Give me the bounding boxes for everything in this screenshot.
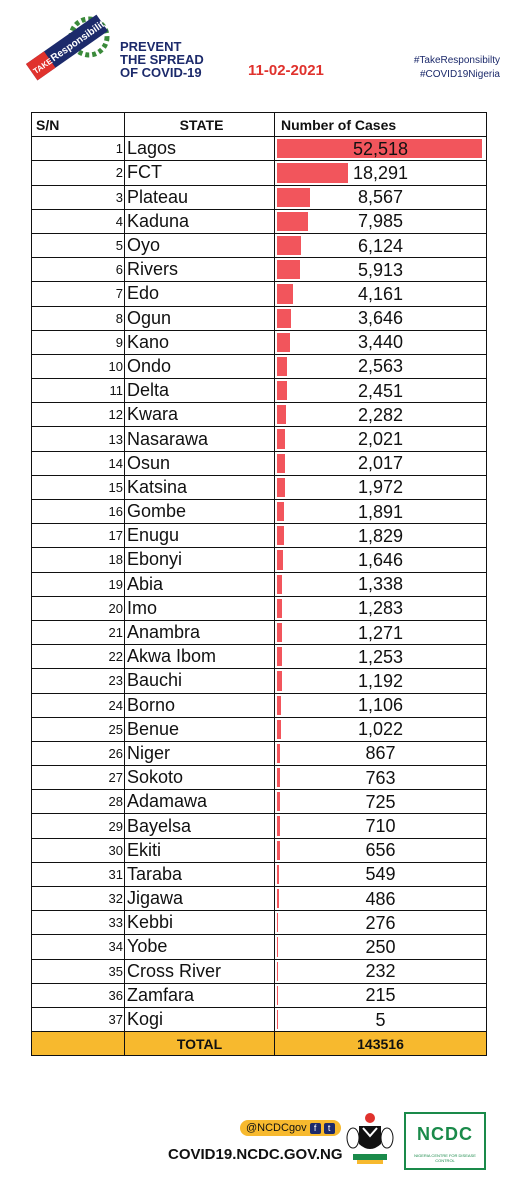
row-state: Kano — [125, 330, 275, 354]
row-sn: 6 — [32, 258, 125, 282]
row-sn: 8 — [32, 306, 125, 330]
row-sn: 25 — [32, 717, 125, 741]
row-cases-cell — [275, 766, 487, 790]
row-cases-cell — [275, 959, 487, 983]
row-state: Ekiti — [125, 838, 275, 862]
row-cases-value: 1,338 — [357, 574, 404, 595]
row-cases-value: 2,017 — [357, 453, 404, 474]
row-cases-cell — [275, 306, 487, 330]
hashtags — [414, 54, 500, 82]
state-cases-table — [31, 112, 487, 1056]
row-state: Zamfara — [125, 983, 275, 1007]
row-cases-cell — [275, 548, 487, 572]
ncdc-name: NCDC — [417, 1124, 473, 1144]
row-cases-cell — [275, 911, 487, 935]
row-state: Kwara — [125, 403, 275, 427]
row-cases-value: 4,161 — [357, 283, 404, 304]
row-state: Plateau — [125, 185, 275, 209]
table-row — [32, 161, 487, 185]
row-cases-value: 8,567 — [357, 187, 404, 208]
table-row — [32, 862, 487, 886]
badge-take-text: TAKE — [31, 56, 55, 76]
row-sn: 4 — [32, 209, 125, 233]
row-cases-value: 1,106 — [357, 695, 404, 716]
table-row — [32, 209, 487, 233]
row-state: Cross River — [125, 959, 275, 983]
row-cases-cell — [275, 354, 487, 378]
table-row — [32, 959, 487, 983]
table-row — [32, 814, 487, 838]
facebook-icon[interactable]: f — [310, 1123, 321, 1134]
row-cases-cell — [275, 451, 487, 475]
row-cases-cell — [275, 741, 487, 765]
row-cases-value: 5,913 — [357, 259, 404, 280]
row-cases-value: 215 — [365, 985, 396, 1006]
row-state: Kogi — [125, 1007, 275, 1031]
total-empty-cell — [32, 1032, 125, 1056]
row-cases-value: 549 — [365, 864, 396, 885]
row-state: Niger — [125, 741, 275, 765]
row-cases-value: 7,985 — [357, 211, 404, 232]
row-cases-cell — [275, 500, 487, 524]
row-cases-cell — [275, 814, 487, 838]
row-state: Ogun — [125, 306, 275, 330]
row-cases-cell — [275, 330, 487, 354]
row-cases-cell — [275, 645, 487, 669]
row-state: Osun — [125, 451, 275, 475]
row-sn: 31 — [32, 862, 125, 886]
row-sn: 26 — [32, 741, 125, 765]
handle-text: @NCDCgov — [246, 1122, 307, 1134]
row-cases-value: 1,829 — [357, 525, 404, 546]
row-cases-value: 3,440 — [357, 332, 404, 353]
row-sn: 23 — [32, 669, 125, 693]
row-state: Katsina — [125, 475, 275, 499]
row-cases-value: 250 — [365, 936, 396, 957]
row-state: Rivers — [125, 258, 275, 282]
row-cases-cell — [275, 185, 487, 209]
row-cases-value: 2,282 — [357, 404, 404, 425]
table-row — [32, 185, 487, 209]
hashtag: #TakeResponsibilty — [413, 55, 500, 66]
prevent-line: OF COVID-19 — [120, 65, 202, 80]
table-row — [32, 693, 487, 717]
row-sn: 3 — [32, 185, 125, 209]
row-cases-value: 1,192 — [357, 670, 404, 691]
row-state: Sokoto — [125, 766, 275, 790]
prevent-spread-heading — [120, 40, 204, 79]
header-sn: S/N — [32, 113, 125, 137]
row-state: Ondo — [125, 354, 275, 378]
table-row — [32, 887, 487, 911]
row-cases-value: 2,563 — [357, 356, 404, 377]
header-cases: Number of Cases — [275, 113, 487, 137]
row-cases-cell — [275, 233, 487, 257]
row-state: Adamawa — [125, 790, 275, 814]
table-row — [32, 500, 487, 524]
row-cases-value: 276 — [365, 912, 396, 933]
row-cases-value: 5 — [375, 1009, 386, 1030]
twitter-icon[interactable]: t — [324, 1123, 335, 1134]
row-cases-value: 2,451 — [357, 380, 404, 401]
row-cases-cell — [275, 862, 487, 886]
table-row — [32, 838, 487, 862]
table-row — [32, 379, 487, 403]
row-cases-value: 52,518 — [352, 138, 409, 159]
row-cases-cell — [275, 620, 487, 644]
row-state: Kebbi — [125, 911, 275, 935]
row-sn: 15 — [32, 475, 125, 499]
row-state: Nasarawa — [125, 427, 275, 451]
table-row — [32, 258, 487, 282]
ncdc-subtitle: NIGERIA CENTRE FOR DISEASE CONTROL — [414, 1153, 476, 1163]
row-sn: 9 — [32, 330, 125, 354]
table-row — [32, 717, 487, 741]
table-row — [32, 766, 487, 790]
row-sn: 1 — [32, 137, 125, 161]
row-state: Lagos — [125, 137, 275, 161]
row-cases-cell — [275, 596, 487, 620]
twitter-handle-pill[interactable] — [240, 1120, 341, 1136]
row-cases-value: 1,253 — [357, 646, 404, 667]
row-sn: 20 — [32, 596, 125, 620]
row-cases-value: 1,022 — [357, 719, 404, 740]
header-state: STATE — [125, 113, 275, 137]
website-url[interactable]: COVID19.NCDC.GOV.NG — [168, 1146, 343, 1163]
badge-responsibility-text: Responsibility — [49, 15, 112, 65]
row-sn: 27 — [32, 766, 125, 790]
row-cases-cell — [275, 475, 487, 499]
row-sn: 18 — [32, 548, 125, 572]
table-row — [32, 983, 487, 1007]
row-state: Oyo — [125, 233, 275, 257]
row-state: Abia — [125, 572, 275, 596]
table-row — [32, 524, 487, 548]
row-state: Ebonyi — [125, 548, 275, 572]
table-row — [32, 741, 487, 765]
row-state: Anambra — [125, 620, 275, 644]
row-cases-value: 710 — [365, 816, 396, 837]
hashtag: #COVID19Nigeria — [419, 69, 500, 80]
row-sn: 10 — [32, 354, 125, 378]
row-sn: 7 — [32, 282, 125, 306]
table-row — [32, 935, 487, 959]
row-sn: 32 — [32, 887, 125, 911]
row-sn: 35 — [32, 959, 125, 983]
row-state: Enugu — [125, 524, 275, 548]
table-row — [32, 1007, 487, 1031]
take-responsibility-logo — [24, 12, 114, 82]
prevent-line: PREVENT — [120, 39, 182, 54]
row-sn: 30 — [32, 838, 125, 862]
table-row — [32, 427, 487, 451]
row-cases-cell — [275, 669, 487, 693]
table-row — [32, 282, 487, 306]
row-state: Borno — [125, 693, 275, 717]
row-state: Delta — [125, 379, 275, 403]
row-cases-cell — [275, 258, 487, 282]
row-sn: 21 — [32, 620, 125, 644]
row-cases-value: 486 — [365, 888, 396, 909]
row-cases-cell — [275, 282, 487, 306]
row-sn: 5 — [32, 233, 125, 257]
table-row — [32, 475, 487, 499]
row-cases-cell — [275, 572, 487, 596]
table-row — [32, 306, 487, 330]
row-cases-value: 3,646 — [357, 308, 404, 329]
table-row — [32, 451, 487, 475]
row-cases-cell — [275, 209, 487, 233]
row-state: Kaduna — [125, 209, 275, 233]
row-cases-value: 1,271 — [357, 622, 404, 643]
table-row — [32, 233, 487, 257]
table-row — [32, 137, 487, 161]
row-cases-cell — [275, 717, 487, 741]
row-cases-cell — [275, 693, 487, 717]
row-sn: 29 — [32, 814, 125, 838]
row-sn: 34 — [32, 935, 125, 959]
row-sn: 36 — [32, 983, 125, 1007]
row-cases-value: 1,646 — [357, 549, 404, 570]
row-sn: 12 — [32, 403, 125, 427]
row-sn: 14 — [32, 451, 125, 475]
row-cases-cell — [275, 427, 487, 451]
row-sn: 17 — [32, 524, 125, 548]
row-cases-cell — [275, 790, 487, 814]
row-cases-cell — [275, 524, 487, 548]
row-cases-cell — [275, 935, 487, 959]
row-state: Benue — [125, 717, 275, 741]
row-cases-value: 18,291 — [352, 162, 409, 183]
prevent-line: THE SPREAD — [120, 52, 204, 67]
row-sn: 37 — [32, 1007, 125, 1031]
row-state: Edo — [125, 282, 275, 306]
row-cases-value: 1,283 — [357, 598, 404, 619]
table-row — [32, 548, 487, 572]
row-cases-cell — [275, 983, 487, 1007]
row-sn: 28 — [32, 790, 125, 814]
row-state: FCT — [125, 161, 275, 185]
row-state: Jigawa — [125, 887, 275, 911]
row-cases-cell — [275, 838, 487, 862]
row-state: Akwa Ibom — [125, 645, 275, 669]
row-cases-value: 867 — [365, 743, 396, 764]
total-row — [32, 1032, 487, 1056]
table-row — [32, 911, 487, 935]
row-cases-cell — [275, 403, 487, 427]
row-state: Bauchi — [125, 669, 275, 693]
row-state: Imo — [125, 596, 275, 620]
row-cases-value: 1,972 — [357, 477, 404, 498]
table-row — [32, 790, 487, 814]
table-row — [32, 403, 487, 427]
table-row — [32, 620, 487, 644]
ncdc-logo — [404, 1112, 486, 1170]
row-cases-value: 6,124 — [357, 235, 404, 256]
total-label: TOTAL — [125, 1032, 275, 1056]
report-date: 11-02-2021 — [248, 62, 324, 79]
row-cases-value: 232 — [365, 961, 396, 982]
row-cases-value: 656 — [365, 840, 396, 861]
row-cases-cell — [275, 137, 487, 161]
row-sn: 19 — [32, 572, 125, 596]
row-sn: 22 — [32, 645, 125, 669]
coat-of-arms-icon — [345, 1110, 395, 1166]
row-sn: 24 — [32, 693, 125, 717]
table-header-row — [32, 113, 487, 137]
row-cases-value: 725 — [365, 791, 396, 812]
row-cases-cell — [275, 161, 487, 185]
row-cases-cell — [275, 379, 487, 403]
row-sn: 13 — [32, 427, 125, 451]
row-cases-value: 763 — [365, 767, 396, 788]
row-cases-cell — [275, 1007, 487, 1031]
row-state: Bayelsa — [125, 814, 275, 838]
row-cases-value: 2,021 — [357, 429, 404, 450]
row-state: Gombe — [125, 500, 275, 524]
row-cases-cell — [275, 887, 487, 911]
table-row — [32, 572, 487, 596]
row-state: Yobe — [125, 935, 275, 959]
row-sn: 33 — [32, 911, 125, 935]
table-row — [32, 354, 487, 378]
table-row — [32, 645, 487, 669]
table-row — [32, 330, 487, 354]
row-sn: 2 — [32, 161, 125, 185]
row-sn: 11 — [32, 379, 125, 403]
row-sn: 16 — [32, 500, 125, 524]
table-row — [32, 596, 487, 620]
table-body — [32, 137, 487, 1032]
row-cases-value: 1,891 — [357, 501, 404, 522]
row-state: Taraba — [125, 862, 275, 886]
table-row — [32, 669, 487, 693]
total-value: 143516 — [275, 1032, 487, 1056]
